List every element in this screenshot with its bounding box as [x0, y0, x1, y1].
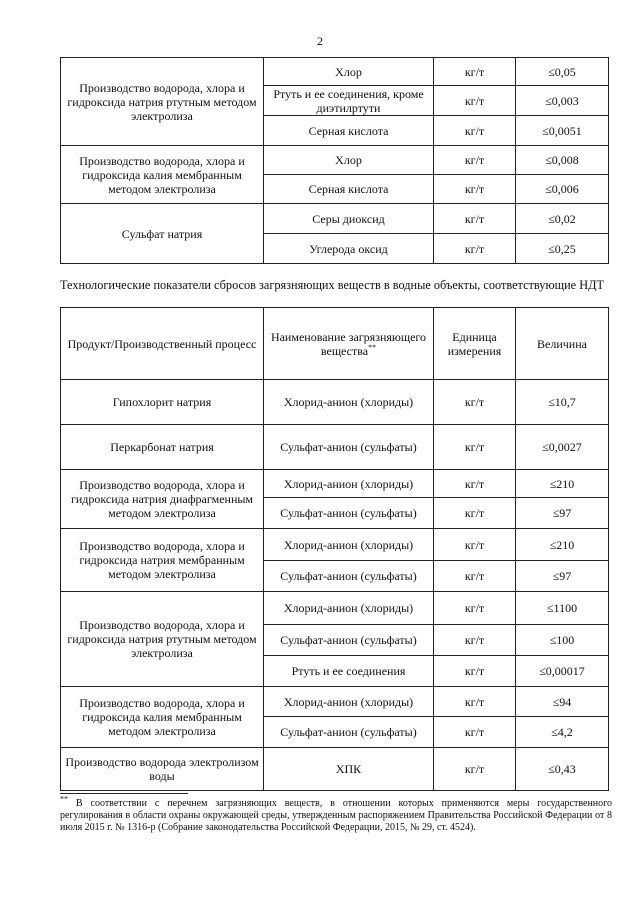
unit-cell: кг/т: [434, 234, 516, 264]
substance-cell: Хлорид-анион (хлориды): [264, 529, 434, 561]
process-cell: Производство водорода электролизом воды: [61, 748, 264, 791]
substance-cell: Хлорид-анион (хлориды): [264, 592, 434, 625]
table-row: [61, 529, 609, 561]
value-cell: ≤10,7: [516, 380, 609, 425]
process-cell: Перкарбонат натрия: [61, 425, 264, 470]
substance-cell: Хлорид-анион (хлориды): [264, 687, 434, 717]
unit-cell: кг/т: [434, 470, 516, 498]
table-row: [61, 146, 609, 175]
value-cell: ≤0,02: [516, 204, 609, 234]
process-cell: Сульфат натрия: [61, 204, 264, 264]
table-row: [61, 748, 609, 791]
footnote: [60, 794, 613, 834]
value-cell: ≤0,008: [516, 146, 609, 175]
value-cell: ≤100: [516, 625, 609, 656]
unit-cell: кг/т: [434, 86, 516, 116]
substance-cell: Хлорид-анион (хлориды): [264, 470, 434, 498]
value-cell: ≤97: [516, 498, 609, 529]
section-title: Технологические показатели сбросов загрязняющих веществ в водные объекты, соответствующие НДТ: [60, 278, 604, 292]
unit-cell: кг/т: [434, 717, 516, 748]
unit-cell: кг/т: [434, 498, 516, 529]
table-header-row: [61, 308, 609, 380]
table-row: [61, 204, 609, 234]
substance-cell: Хлор: [264, 58, 434, 86]
value-cell: ≤0,43: [516, 748, 609, 791]
unit-cell: кг/т: [434, 592, 516, 625]
value-cell: ≤0,0027: [516, 425, 609, 470]
substance-cell: Ртуть и ее соединения, кроме диэтилртути: [264, 86, 434, 116]
unit-cell: кг/т: [434, 58, 516, 86]
value-cell: ≤97: [516, 561, 609, 592]
substance-cell: Ртуть и ее соединения: [264, 656, 434, 687]
unit-cell: кг/т: [434, 380, 516, 425]
value-cell: ≤1100: [516, 592, 609, 625]
substance-cell: Углерода оксид: [264, 234, 434, 264]
process-cell: Производство водорода, хлора и гидроксида натрия ртутным методом электролиза: [61, 58, 264, 146]
value-cell: ≤4,2: [516, 717, 609, 748]
discharges-table: [60, 307, 609, 791]
process-cell: Производство водорода, хлора и гидроксида натрия мембранным методом электролиза: [61, 529, 264, 592]
substance-cell: Серы диоксид: [264, 204, 434, 234]
unit-cell: кг/т: [434, 529, 516, 561]
table-row: [61, 592, 609, 625]
header-substance: Наименование загрязняющего вещества**: [264, 308, 434, 380]
unit-cell: кг/т: [434, 116, 516, 146]
value-cell: ≤0,006: [516, 175, 609, 204]
substance-cell: Сульфат-анион (сульфаты): [264, 561, 434, 592]
footnote-divider: [60, 793, 188, 794]
substance-cell: Сульфат-анион (сульфаты): [264, 717, 434, 748]
footnote-ref: **: [368, 342, 377, 352]
unit-cell: кг/т: [434, 687, 516, 717]
unit-cell: кг/т: [434, 175, 516, 204]
substance-cell: Хлор: [264, 146, 434, 175]
header-unit: Единица измерения: [434, 308, 516, 380]
substance-cell: ХПК: [264, 748, 434, 791]
value-cell: ≤210: [516, 470, 609, 498]
unit-cell: кг/т: [434, 146, 516, 175]
header-value: Величина: [516, 308, 609, 380]
table-row: [61, 58, 609, 86]
footnote-text: В соответствии с перечнем загрязняющих веществ, в отношении которых применяются меры государственного регулирования в области охраны окружающей среды, утвержденным распоряжением Правительства Российской Федерации от 8 июля 2015 г. № 1316-р (Собрание законодательства Российской Федерации, 2015, № 29, ст. 4524).: [60, 798, 613, 833]
substance-cell: Серная кислота: [264, 175, 434, 204]
value-cell: ≤0,003: [516, 86, 609, 116]
table-row: [61, 687, 609, 717]
unit-cell: кг/т: [434, 561, 516, 592]
process-cell: Производство водорода, хлора и гидроксида натрия ртутным методом электролиза: [61, 592, 264, 687]
header-product: Продукт/Производственный процесс: [61, 308, 264, 380]
process-cell: Производство водорода, хлора и гидроксида калия мембранным методом электролиза: [61, 146, 264, 204]
value-cell: ≤0,0051: [516, 116, 609, 146]
page-number: 2: [317, 34, 323, 48]
unit-cell: кг/т: [434, 656, 516, 687]
substance-cell: Сульфат-анион (сульфаты): [264, 425, 434, 470]
unit-cell: кг/т: [434, 625, 516, 656]
process-cell: Гипохлорит натрия: [61, 380, 264, 425]
value-cell: ≤210: [516, 529, 609, 561]
substance-cell: Хлорид-анион (хлориды): [264, 380, 434, 425]
value-cell: ≤0,25: [516, 234, 609, 264]
table-row: [61, 425, 609, 470]
process-cell: Производство водорода, хлора и гидроксида калия мембранным методом электролиза: [61, 687, 264, 748]
unit-cell: кг/т: [434, 748, 516, 791]
substance-cell: Серная кислота: [264, 116, 434, 146]
value-cell: ≤0,05: [516, 58, 609, 86]
value-cell: ≤0,00017: [516, 656, 609, 687]
footnote-mark: **: [60, 794, 68, 804]
substance-cell: Сульфат-анион (сульфаты): [264, 625, 434, 656]
unit-cell: кг/т: [434, 425, 516, 470]
table-row: [61, 470, 609, 498]
unit-cell: кг/т: [434, 204, 516, 234]
emissions-table: [60, 57, 609, 264]
process-cell: Производство водорода, хлора и гидроксида натрия диафрагменным методом электролиза: [61, 470, 264, 529]
value-cell: ≤94: [516, 687, 609, 717]
table-row: [61, 380, 609, 425]
substance-cell: Сульфат-анион (сульфаты): [264, 498, 434, 529]
